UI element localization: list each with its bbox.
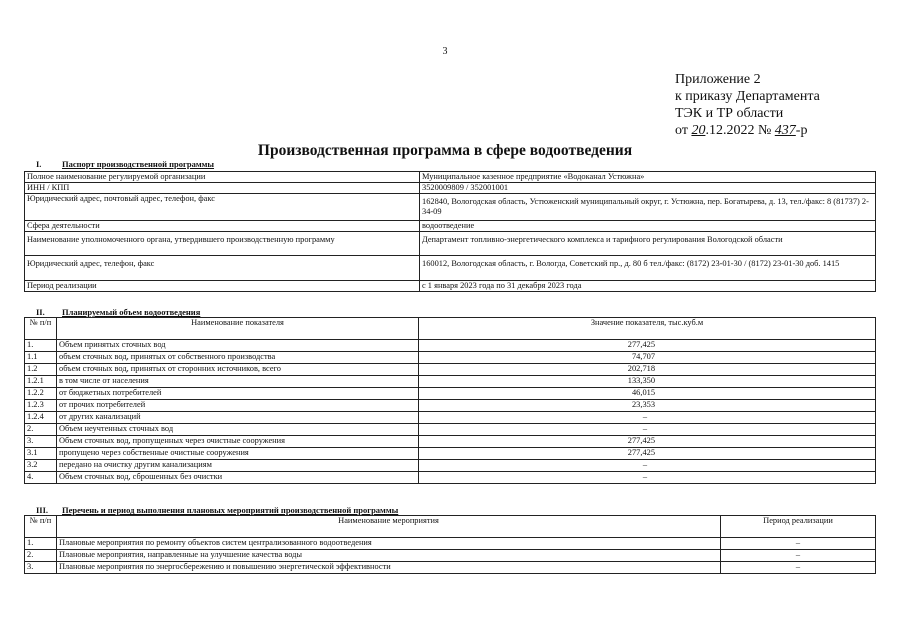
table-row — [25, 436, 876, 448]
table-row — [25, 352, 876, 364]
col-header-name: Наименование показателя — [57, 318, 419, 340]
page-number: 3 — [442, 46, 448, 57]
table-row — [25, 448, 876, 460]
table-row — [25, 460, 876, 472]
measures-header-row — [25, 516, 876, 538]
row-period: – — [721, 562, 876, 574]
row-num: 1.2.1 — [25, 376, 57, 388]
row-value: 277,425 — [419, 436, 876, 448]
section3-title: Перечень и период выполнения плановых мероприятий производственной программы — [62, 505, 399, 515]
row-name: в том числе от населения — [57, 376, 419, 388]
passport-value: Муниципальное казенное предприятие «Водоканал Устюжна» — [420, 172, 876, 183]
passport-value: водоотведение — [420, 221, 876, 232]
passport-label: Юридический адрес, почтовый адрес, телефон, факс — [25, 194, 420, 221]
row-num: 3.2 — [25, 460, 57, 472]
table-row — [25, 364, 876, 376]
section2-title: Планируемый объем водоотведения — [62, 307, 201, 317]
row-name: Объем сточных вод, пропущенных через очистные сооружения — [57, 436, 419, 448]
row-num: 1.2.4 — [25, 412, 57, 424]
passport-label: Наименование уполномоченного органа, утвердившего производственную программу — [25, 232, 420, 256]
date-prefix: от — [675, 123, 692, 138]
col-header-period: Период реализации — [721, 516, 876, 538]
row-name: передано на очистку другим канализациям — [57, 460, 419, 472]
col-header-num: № п/п — [25, 516, 57, 538]
row-name: от бюджетных потребителей — [57, 388, 419, 400]
section3-number: III. — [36, 505, 49, 515]
row-num: 3.1 — [25, 448, 57, 460]
row-num: 1.2.3 — [25, 400, 57, 412]
row-name: Плановые мероприятия по энергосбережению и повышению энергетической эффективности — [57, 562, 721, 574]
row-name: пропущено через собственные очистные сооружения — [57, 448, 419, 460]
passport-value: 160012, Вологодская область, г. Вологда, Советский пр., д. 80 б тел./факс: (8172) 23-01-30 / (8172) 23-01-30 доб. 1415 — [420, 256, 876, 281]
passport-value: 3520009809 / 352001001 — [420, 183, 876, 194]
row-value: 277,425 — [419, 340, 876, 352]
appendix-line2: к приказу Департамента — [675, 89, 820, 104]
row-num: 1.2.2 — [25, 388, 57, 400]
row-num: 1.2 — [25, 364, 57, 376]
date-rest: .12.2022 № — [705, 123, 775, 138]
appendix-date-line — [675, 122, 820, 139]
order-number: 437 — [774, 123, 796, 138]
row-value: 202,718 — [419, 364, 876, 376]
table-row — [25, 550, 876, 562]
passport-row — [25, 232, 876, 256]
appendix-block — [675, 71, 820, 139]
appendix-line1: Приложение 2 — [675, 72, 761, 87]
row-value: 74,707 — [419, 352, 876, 364]
section1-title: Паспорт производственной программы — [62, 159, 215, 169]
table-row — [25, 412, 876, 424]
section3-heading — [36, 505, 398, 515]
passport-row — [25, 221, 876, 232]
order-suffix: -р — [795, 123, 808, 138]
section2-number: II. — [36, 307, 45, 317]
passport-value: 162840, Вологодская область, Устюженский муниципальный округ, г. Устюжна, пер. Богатырева, д. 13, тел./факс: 8 (81737) 2-34-09 — [420, 194, 876, 221]
row-num: 2. — [25, 424, 57, 436]
row-name: Плановые мероприятия, направленные на улучшение качества воды — [57, 550, 721, 562]
col-header-value: Значение показателя, тыс.куб.м — [419, 318, 876, 340]
row-name: от других канализаций — [57, 412, 419, 424]
passport-row — [25, 256, 876, 281]
row-num: 3. — [25, 436, 57, 448]
row-value: – — [419, 412, 876, 424]
row-name: объем сточных вод, принятых от собственного производства — [57, 352, 419, 364]
passport-label: Юридический адрес, телефон, факс — [25, 256, 420, 281]
col-header-num: № п/п — [25, 318, 57, 340]
table-row — [25, 340, 876, 352]
row-value: 133,350 — [419, 376, 876, 388]
row-num: 2. — [25, 550, 57, 562]
section1-number: I. — [36, 159, 42, 169]
row-num: 1.1 — [25, 352, 57, 364]
table-row — [25, 376, 876, 388]
row-period: – — [721, 538, 876, 550]
row-num: 1. — [25, 538, 57, 550]
table-row — [25, 400, 876, 412]
row-value: – — [419, 424, 876, 436]
passport-row — [25, 172, 876, 183]
table-row — [25, 538, 876, 550]
row-name: Объем принятых сточных вод — [57, 340, 419, 352]
row-name: Плановые мероприятия по ремонту объектов систем централизованного водоотведения — [57, 538, 721, 550]
passport-row — [25, 281, 876, 292]
passport-row — [25, 183, 876, 194]
row-value: – — [419, 472, 876, 484]
section2-heading — [36, 307, 200, 317]
row-name: от прочих потребителей — [57, 400, 419, 412]
table-row — [25, 388, 876, 400]
section1-heading — [36, 159, 214, 169]
document-title: Производственная программа в сфере водоотведения — [257, 142, 633, 159]
row-value: 277,425 — [419, 448, 876, 460]
passport-label: Полное наименование регулируемой организации — [25, 172, 420, 183]
row-num: 4. — [25, 472, 57, 484]
passport-label: Период реализации — [25, 281, 420, 292]
table-row — [25, 562, 876, 574]
row-name: Объем сточных вод, сброшенных без очистки — [57, 472, 419, 484]
appendix-line3: ТЭК и ТР области — [675, 106, 784, 121]
volume-table — [24, 317, 876, 484]
passport-label: Сфера деятельности — [25, 221, 420, 232]
passport-value: Департамент топливно-энергетического комплекса и тарифного регулирования Вологодской области — [420, 232, 876, 256]
row-num: 3. — [25, 562, 57, 574]
date-day: 20 — [691, 123, 706, 138]
row-num: 1. — [25, 340, 57, 352]
volume-header-row — [25, 318, 876, 340]
table-row — [25, 472, 876, 484]
row-value: 23,353 — [419, 400, 876, 412]
row-name: объем сточных вод, принятых от сторонних источников, всего — [57, 364, 419, 376]
passport-table — [24, 171, 876, 292]
table-row — [25, 424, 876, 436]
col-header-name: Наименование мероприятия — [57, 516, 721, 538]
volume-rows — [25, 340, 876, 484]
passport-label: ИНН / КПП — [25, 183, 420, 194]
row-name: Объем неучтенных сточных вод — [57, 424, 419, 436]
row-value: – — [419, 460, 876, 472]
passport-row — [25, 194, 876, 221]
row-value: 46,015 — [419, 388, 876, 400]
passport-value: с 1 января 2023 года по 31 декабря 2023 года — [420, 281, 876, 292]
row-period: – — [721, 550, 876, 562]
measures-table — [24, 515, 876, 574]
